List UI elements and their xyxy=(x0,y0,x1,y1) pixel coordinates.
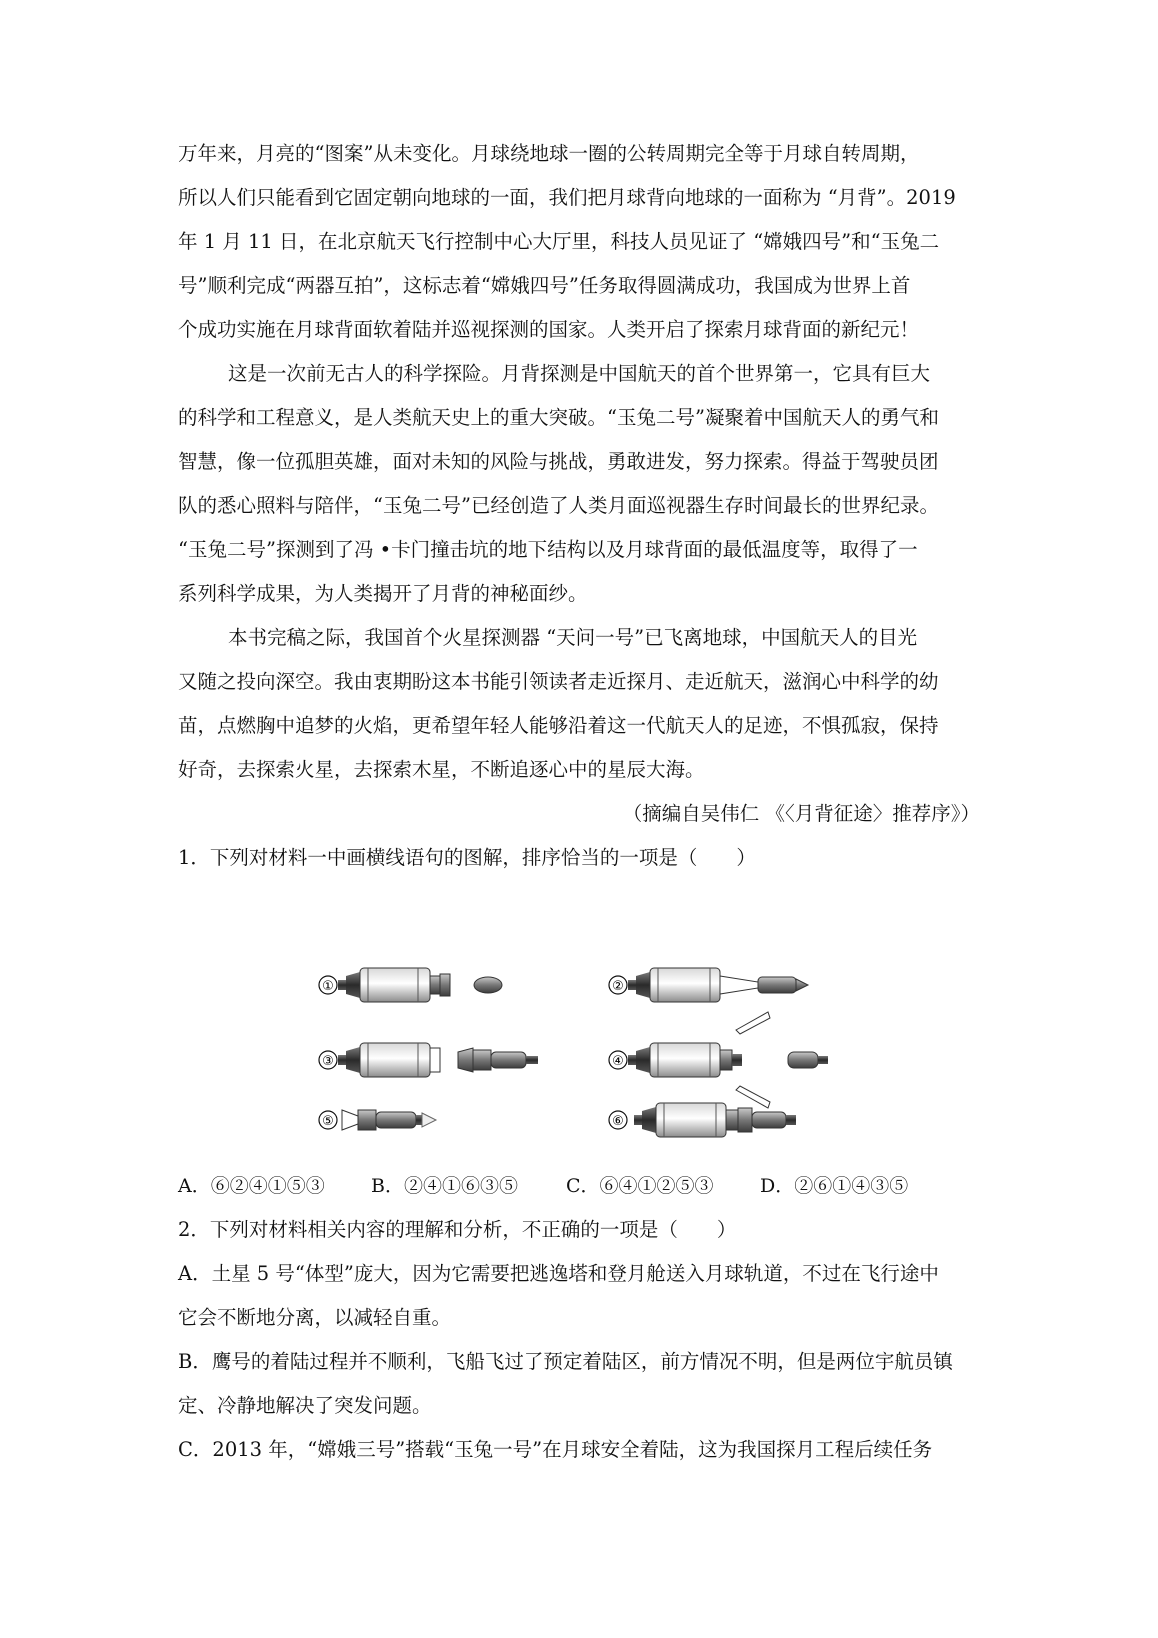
question2-option-a: 它会不断地分离，以减轻自重。 xyxy=(178,1306,452,1329)
stage-label-4: ④ xyxy=(612,1054,624,1069)
question1-option-d: D．②⑥①④③⑤ xyxy=(760,1175,909,1197)
paragraph1-line: 个成功实施在月球背面软着陆并巡视探测的国家。人类开启了探索月球背面的新纪元！ xyxy=(178,318,920,341)
paragraph1-line: 所以人们只能看到它固定朝向地球的一面，我们把月球背向地球的一面称为 “月背”。2019 xyxy=(178,186,956,209)
stage-diagram-1 xyxy=(319,968,502,1002)
stage-diagram-5 xyxy=(319,1110,436,1130)
paragraph2-line: 系列科学成果，为人类揭开了月背的神秘面纱。 xyxy=(178,582,588,605)
paragraph3-line: 苗，点燃胸中追梦的火焰，更希望年轻人能够沿着这一代航天人的足迹，不惧孤寂，保持 xyxy=(178,714,939,737)
question2-option-c: C．2013 年，“嫦娥三号”搭载“玉兔一号”在月球安全着陆，这为我国探月工程后续任务 xyxy=(178,1438,933,1461)
paragraph2-line: 这是一次前无古人的科学探险。月背探测是中国航天的首个世界第一，它具有巨大 xyxy=(228,362,931,385)
paragraph2-line: “玉兔二号”探测到了冯 •卡门撞击坑的地下结构以及月球背面的最低温度等，取得了一 xyxy=(178,538,918,561)
paragraph2-line: 智慧，像一位孤胆英雄，面对未知的风险与挑战，勇敢进发，努力探索。得益于驾驶员团 xyxy=(178,450,939,473)
question1-option-b: B．②④①⑥③⑤ xyxy=(371,1175,518,1197)
source-attribution: （摘编自吴伟仁 《〈月背征途〉推荐序》） xyxy=(622,802,980,825)
question1-option-c: C．⑥④①②⑤③ xyxy=(566,1175,714,1197)
stage-label-6: ⑥ xyxy=(612,1114,624,1129)
paragraph2-line: 队的悉心照料与陪伴，“玉兔二号”已经创造了人类月面巡视器生存时间最长的世界纪录。 xyxy=(178,494,939,517)
question1-option-a: A．⑥②④①⑤③ xyxy=(178,1175,325,1197)
rocket-stages-figure xyxy=(318,930,878,1140)
paragraph2-line: 的科学和工程意义，是人类航天史上的重大突破。“玉兔二号”凝聚着中国航天人的勇气和 xyxy=(178,406,939,429)
paragraph1-line: 年 1 月 11 日，在北京航天飞行控制中心大厅里，科技人员见证了 “嫦娥四号”和“玉兔二 xyxy=(178,230,940,253)
stage-label-5: ⑤ xyxy=(322,1114,334,1129)
question2-option-a: A．土星 5 号“体型”庞大，因为它需要把逃逸塔和登月舱送入月球轨道，不过在飞行途中 xyxy=(178,1262,939,1285)
question1-stem: 1．下列对材料一中画横线语句的图解，排序恰当的一项是（ ） xyxy=(178,846,756,869)
paragraph3-line: 本书完稿之际，我国首个火星探测器 “天问一号”已飞离地球，中国航天人的目光 xyxy=(228,626,918,649)
stage-diagram-3 xyxy=(319,1043,538,1077)
paragraph1-line: 万年来，月亮的“图案”从未变化。月球绕地球一圈的公转周期完全等于月球自转周期， xyxy=(178,142,920,165)
stage-label-2: ② xyxy=(612,979,624,994)
stage-label-3: ③ xyxy=(322,1054,334,1069)
stage-label-1: ① xyxy=(322,979,334,994)
question2-stem: 2．下列对材料相关内容的理解和分析，不正确的一项是（ ） xyxy=(178,1218,737,1241)
question2-option-b: B．鹰号的着陆过程并不顺利，飞船飞过了预定着陆区，前方情况不明，但是两位宇航员镇 xyxy=(178,1350,953,1373)
paragraph3-line: 好奇，去探索火星，去探索木星，不断追逐心中的星辰大海。 xyxy=(178,758,705,781)
question2-option-b: 定、冷静地解决了突发问题。 xyxy=(178,1394,432,1417)
paragraph3-line: 又随之投向深空。我由衷期盼这本书能引领读者走近探月、走近航天，滋润心中科学的幼 xyxy=(178,670,939,693)
paragraph1-line: 号”顺利完成“两器互拍”，这标志着“嫦娥四号”任务取得圆满成功，我国成为世界上首 xyxy=(178,274,911,297)
stage-diagram-2 xyxy=(609,968,808,1002)
stage-diagram-4 xyxy=(609,1012,828,1108)
